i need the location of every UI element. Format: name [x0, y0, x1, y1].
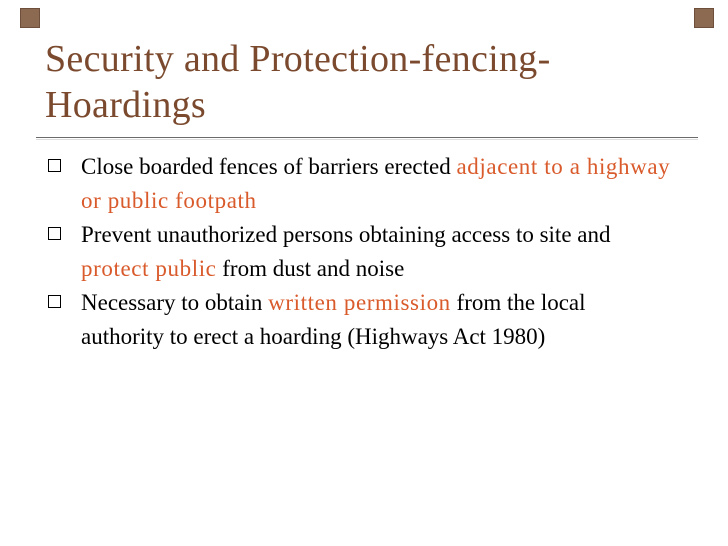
corner-square-right-icon: [694, 8, 714, 28]
square-bullet-icon: [48, 159, 61, 172]
bullet-text: Necessary to obtain: [81, 290, 269, 315]
bullet-text: Close boarded fences of barriers erected: [81, 154, 457, 179]
highlighted-text: adjacent to a highway or public footpath: [81, 154, 671, 213]
bullet-item-3: [48, 286, 673, 354]
bullet-item-1: [48, 150, 673, 218]
bullet-text: Prevent unauthorized persons obtaining access to site and: [81, 222, 611, 247]
bullet-list: [48, 150, 673, 354]
bullet-text: from the local authority to erect a hoarding (Highways Act 1980): [81, 290, 586, 349]
slide-title: Security and Protection-fencing-Hoardings: [45, 38, 551, 126]
highlighted-text: written permission: [268, 290, 451, 315]
bullet-text: from dust and noise: [216, 256, 405, 281]
title-divider: [36, 137, 698, 138]
square-bullet-icon: [48, 295, 61, 308]
corner-square-left-icon: [20, 8, 40, 28]
highlighted-text: protect public: [81, 256, 217, 281]
square-bullet-icon: [48, 227, 61, 240]
bullet-item-2: [48, 218, 673, 286]
